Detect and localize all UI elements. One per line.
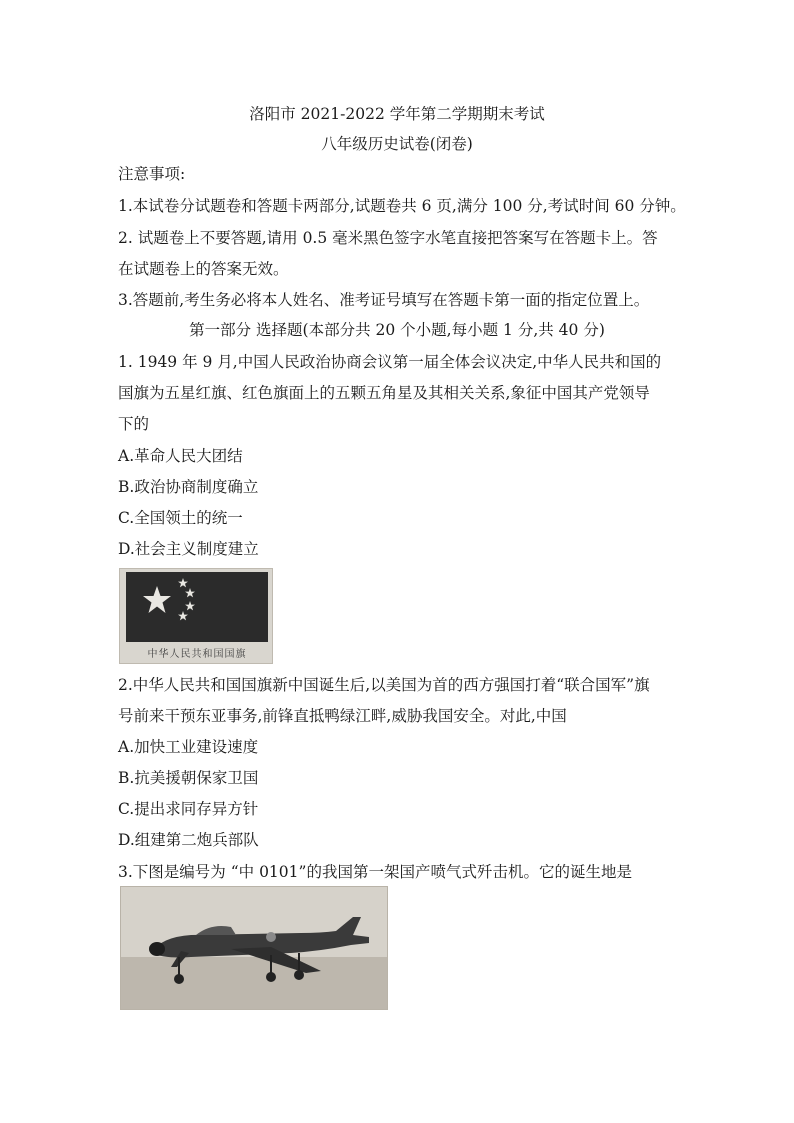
q1-stem-line-3: 下的 — [118, 415, 150, 433]
note-item-2-line-1: 2. 试题卷上不要答题,请用 0.5 毫米黑色签字水笔直接把答案写在答题卡上。答 — [118, 229, 658, 247]
q2-option-b: B.抗美援朝保家卫国 — [118, 769, 259, 787]
flag-field — [126, 572, 268, 642]
q2-option-d: D.组建第二炮兵部队 — [118, 831, 259, 849]
q1-option-c: C.全国领土的统一 — [118, 509, 243, 527]
q1-option-b: B.政治协商制度确立 — [118, 478, 259, 496]
section-title: 第一部分 选择题(本部分共 20 个小题,每小题 1 分,共 40 分) — [189, 321, 605, 339]
q3-stem-line-1: 3.下图是编号为 “中 0101”的我国第一架国产喷气式歼击机。它的诞生地是 — [118, 863, 632, 881]
q2-stem-line-2: 号前来干预东亚事务,前锋直抵鸭绿江畔,威胁我国安全。对此,中国 — [118, 707, 567, 725]
flag-caption: 中华人民共和国国旗 — [147, 649, 247, 660]
q1-stem-line-1: 1. 1949 年 9 月,中国人民政治协商会议第一届全体会议决定,中华人民共和国的 — [118, 353, 662, 371]
q1-option-a: A.革命人民大团结 — [118, 447, 243, 465]
q2-option-a: A.加快工业建设速度 — [118, 738, 259, 756]
notes-heading: 注意事项: — [118, 165, 186, 183]
jet-fighter-photo — [120, 886, 388, 1010]
note-item-2-line-2: 在试题卷上的答案无效。 — [118, 260, 289, 278]
q1-option-d: D.社会主义制度建立 — [118, 540, 259, 558]
q1-stem-line-2: 国旗为五星红旗、红色旗面上的五颗五角星及其相关关系,象征中国其产党领导 — [118, 384, 650, 402]
exam-title: 洛阳市 2021-2022 学年第二学期期末考试 — [249, 105, 545, 123]
note-item-3: 3.答题前,考生务必将本人姓名、准考证号填写在答题卡第一面的指定位置上。 — [118, 291, 650, 309]
flag-stars-icon — [126, 572, 268, 642]
jet-fighter-icon — [121, 887, 388, 1010]
national-flag-image — [119, 568, 273, 664]
q2-option-c: C.提出求同存异方针 — [118, 800, 259, 818]
note-item-1: 1.本试卷分试题卷和答题卡两部分,试题卷共 6 页,满分 100 分,考试时间 60 分钟。 — [118, 197, 686, 215]
exam-subtitle: 八年级历史试卷(闭卷) — [321, 135, 473, 153]
q2-stem-line-1: 2.中华人民共和国国旗新中国诞生后,以美国为首的西方强国打着“联合国军”旗 — [118, 676, 650, 694]
